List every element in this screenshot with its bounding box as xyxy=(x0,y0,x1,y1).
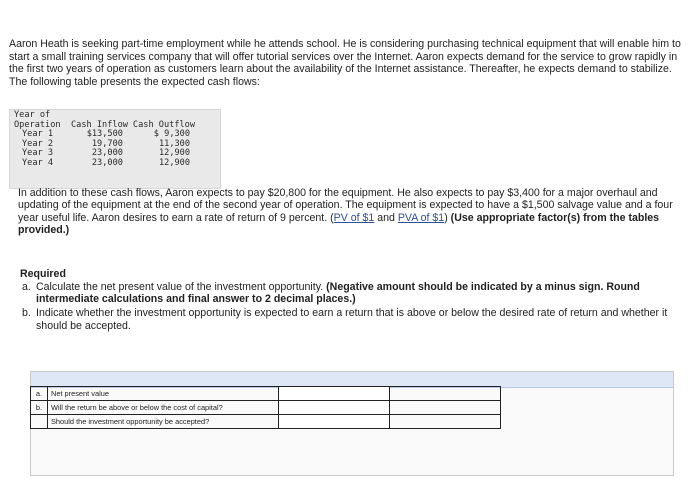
answer-question: Should the investment opportunity be accepted? xyxy=(48,415,279,429)
row-outflow: 11,300 xyxy=(158,138,191,149)
answer-question: Net present value xyxy=(48,387,279,401)
cash-flow-table xyxy=(14,111,200,169)
required-item-text: Indicate whether the investment opportunity is expected to earn a return that is above or below the desired rate of return and whether it should be accepted. xyxy=(36,307,668,332)
required-item-b xyxy=(22,307,682,331)
table-row xyxy=(31,415,501,429)
header-cash-inflow: Cash Inflow xyxy=(71,119,128,130)
required-item-marker: a. xyxy=(22,281,31,293)
pv-of-1-link[interactable]: PV of $1 xyxy=(333,211,375,224)
required-item-a xyxy=(22,281,682,305)
header-year-of-operation: Year of Operation xyxy=(14,110,61,130)
empty-cell xyxy=(390,415,501,429)
additional-info-and: and xyxy=(374,211,398,224)
pva-of-1-link[interactable]: PVA of $1 xyxy=(397,211,445,224)
accept-investment-input[interactable] xyxy=(279,416,389,428)
row-year: Year 3 xyxy=(22,148,54,159)
row-outflow: 12,900 xyxy=(158,148,191,159)
required-item-marker: b. xyxy=(22,307,31,320)
table-row xyxy=(31,401,501,415)
answer-question: Will the return be above or below the cost of capital? xyxy=(48,401,279,415)
table-row xyxy=(14,159,200,169)
row-outflow: $ 9,300 xyxy=(153,129,191,140)
return-above-below-input-cell[interactable] xyxy=(279,401,390,415)
table-row xyxy=(31,387,501,401)
net-present-value-input[interactable] xyxy=(279,388,389,400)
answer-key: a. xyxy=(31,387,48,401)
problem-intro: Aaron Heath is seeking part-time employment while he attends school. He is considering purchasing technical equipment that will enable him to start a small training services company that will offer tutorial services over the Internet. Aaron expects demand for the service to grow rapidly in the first two years of operation as customers learn about the availability of the Internet assistance. Thereafter, he expects demand to stabilize. The following table presents the expected cash flows: xyxy=(9,38,681,88)
accept-investment-input-cell[interactable] xyxy=(279,415,390,429)
net-present-value-input-cell[interactable] xyxy=(279,387,390,401)
additional-info-close: ) xyxy=(444,211,451,224)
row-inflow: $13,500 xyxy=(86,129,123,140)
row-year: Year 4 xyxy=(22,157,54,168)
additional-info-paragraph xyxy=(18,187,686,237)
required-list xyxy=(22,281,682,334)
answer-table xyxy=(30,386,501,429)
row-inflow: 23,000 xyxy=(91,157,123,168)
answer-key: b. xyxy=(31,401,48,415)
return-above-below-input[interactable] xyxy=(279,402,389,414)
answer-key xyxy=(31,415,48,429)
row-inflow: 19,700 xyxy=(91,138,123,149)
factor-instruction: (Use appropriate factor(s) from the tables provided.) xyxy=(18,211,660,237)
required-item-instruction: (Negative amount should be indicated by a minus sign. Round intermediate calculations and final answer to 2 decimal places.) xyxy=(36,281,640,306)
header-cash-outflow: Cash Outflow xyxy=(132,119,196,130)
additional-info-text: In addition to these cash flows, Aaron expects to pay $20,800 for the equipment. He also expects to pay $3,400 for a major overhaul and updating of the equipment at the end of the second year of operation. The equipment is expected to have a $1,500 salvage value and a four year useful life. Aaron desires to earn a rate of return of 9 percent. ( xyxy=(18,187,673,224)
row-year: Year 2 xyxy=(22,138,54,149)
empty-cell xyxy=(390,387,501,401)
row-outflow: 12,900 xyxy=(158,157,191,168)
required-item-text: Calculate the net present value of the investment opportunity. xyxy=(36,281,327,293)
row-inflow: 23,000 xyxy=(91,148,123,159)
required-heading: Required xyxy=(20,268,66,280)
empty-cell xyxy=(390,401,501,415)
cash-flow-header-row xyxy=(14,111,200,130)
row-year: Year 1 xyxy=(22,129,54,140)
